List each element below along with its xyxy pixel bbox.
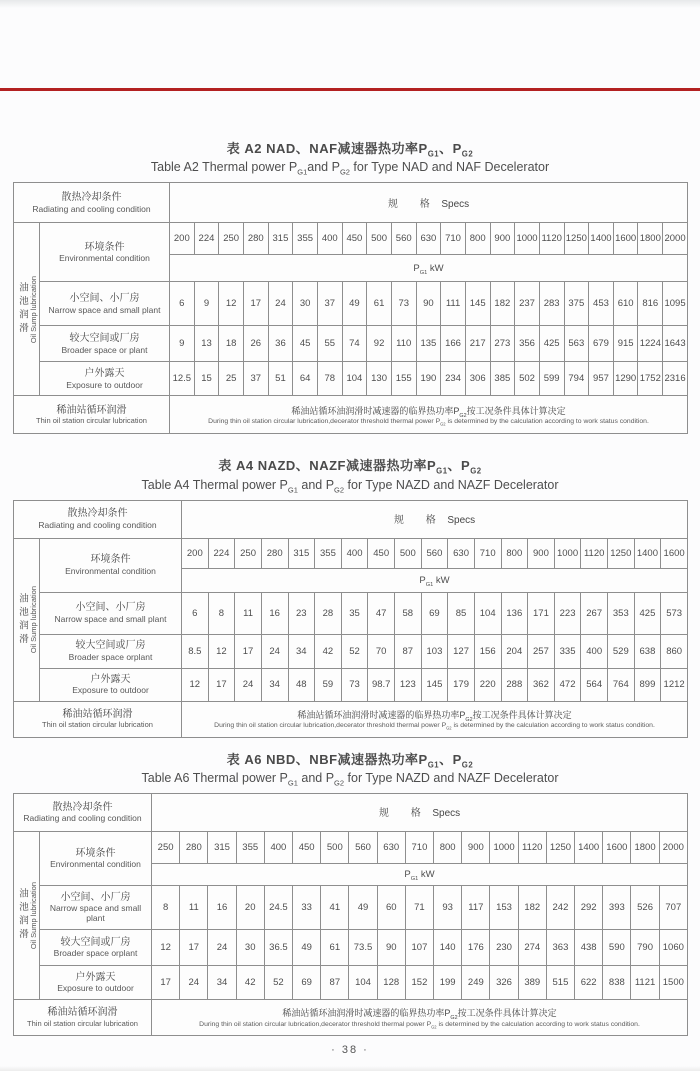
power-value-cell: 385 <box>490 362 515 396</box>
power-value-cell: 353 <box>608 592 635 634</box>
power-value-cell: 104 <box>474 592 501 634</box>
thin-oil-station-label: 稀油站循环润滑 Thin oil station circular lubrication <box>14 396 170 434</box>
power-value-cell: 306 <box>465 362 490 396</box>
power-value-cell: 790 <box>631 929 659 965</box>
spec-size-cell: 1120 <box>539 223 564 255</box>
power-value-cell: 234 <box>441 362 466 396</box>
power-value-cell: 8 <box>152 885 180 929</box>
power-value-cell: 17 <box>180 929 208 965</box>
power-value-cell: 526 <box>631 885 659 929</box>
radiating-cooling-header: 散热冷却条件 Radiating and cooling condition <box>14 793 152 831</box>
power-value-cell: 764 <box>608 668 635 701</box>
power-value-cell: 190 <box>416 362 441 396</box>
spec-size-cell: 1000 <box>515 223 540 255</box>
condition-row-label: 小空间、小厂房 Narrow space and small plant <box>40 592 182 634</box>
power-value-cell: 1121 <box>631 965 659 999</box>
power-value-cell: 17 <box>235 634 262 668</box>
spec-size-cell: 250 <box>235 538 262 568</box>
power-value-cell: 60 <box>377 885 405 929</box>
lubrication-note: 稀油站循环油润滑时减速器的临界热功率$P_{G2}$按工况条件具体计算决定 During thin oil station circular lubrication,decerator threshold thermal power $P_{G2}$ is determined by the calculation according to work status condition. <box>170 396 688 434</box>
spec-size-cell: 355 <box>315 538 342 568</box>
spec-size-cell: 500 <box>321 831 349 863</box>
power-value-cell: 502 <box>515 362 540 396</box>
power-value-cell: 52 <box>341 634 368 668</box>
power-value-cell: 8 <box>208 592 235 634</box>
power-value-cell: 13 <box>194 326 219 362</box>
spec-size-cell: 1400 <box>575 831 603 863</box>
power-value-cell: 16 <box>208 885 236 929</box>
power-value-cell: 2316 <box>663 362 688 396</box>
power-value-cell: 1290 <box>613 362 638 396</box>
power-value-cell: 24 <box>261 634 288 668</box>
power-value-cell: 71 <box>405 885 433 929</box>
power-value-cell: 599 <box>539 362 564 396</box>
spec-size-cell: 1250 <box>564 223 589 255</box>
power-value-cell: 145 <box>465 282 490 326</box>
table-a4-titles <box>0 458 700 492</box>
power-value-cell: 70 <box>368 634 395 668</box>
thin-oil-station-label: 稀油站循环润滑 Thin oil station circular lubrication <box>14 701 182 737</box>
power-value-cell: 55 <box>317 326 342 362</box>
spec-size-cell: 1000 <box>554 538 581 568</box>
power-value-cell: 103 <box>421 634 448 668</box>
power-value-cell: 17 <box>208 668 235 701</box>
power-value-cell: 273 <box>490 326 515 362</box>
spec-size-cell: 400 <box>317 223 342 255</box>
power-value-cell: 326 <box>490 965 518 999</box>
power-value-cell: 472 <box>554 668 581 701</box>
condition-row-label: 户外露天 Exposure to outdoor <box>40 965 152 999</box>
power-value-cell: 98.7 <box>368 668 395 701</box>
power-value-cell: 26 <box>243 326 268 362</box>
power-value-cell: 1643 <box>663 326 688 362</box>
power-value-cell: 24.5 <box>264 885 292 929</box>
spec-size-cell: 250 <box>152 831 180 863</box>
power-value-cell: 73.5 <box>349 929 377 965</box>
table-a4-title-cn: 表 A4 NAZD、NAZF减速器热功率$P_{G1}$、$P_{G2}$ <box>218 458 482 476</box>
power-value-cell: 15 <box>194 362 219 396</box>
condition-row-label: 较大空间或厂房 Broader space orplant <box>40 929 152 965</box>
power-value-cell: 61 <box>321 929 349 965</box>
power-value-cell: 30 <box>236 929 264 965</box>
power-value-cell: 237 <box>515 282 540 326</box>
spec-size-cell: 630 <box>448 538 475 568</box>
power-value-cell: 34 <box>208 965 236 999</box>
power-value-cell: 610 <box>613 282 638 326</box>
table-a2-title-cn: 表 A2 NAD、NAF减速器热功率$P_{G1}$、$P_{G2}$ <box>226 141 474 159</box>
spec-size-cell: 1250 <box>546 831 574 863</box>
pg1-kw-header: $P_{G1}$ kW <box>152 863 688 885</box>
power-value-cell: 24 <box>268 282 293 326</box>
power-value-cell: 90 <box>416 282 441 326</box>
power-value-cell: 16 <box>261 592 288 634</box>
power-value-cell: 899 <box>634 668 661 701</box>
spec-size-cell: 630 <box>416 223 441 255</box>
power-value-cell: 176 <box>462 929 490 965</box>
spec-size-cell: 800 <box>501 538 528 568</box>
power-value-cell: 1212 <box>661 668 688 701</box>
spec-size-cell: 315 <box>208 831 236 863</box>
power-value-cell: 957 <box>589 362 614 396</box>
spec-size-cell: 224 <box>194 223 219 255</box>
power-value-cell: 156 <box>474 634 501 668</box>
power-value-cell: 45 <box>293 326 318 362</box>
power-value-cell: 49 <box>293 929 321 965</box>
power-value-cell: 123 <box>395 668 422 701</box>
oil-sump-label-en: Oil Sump lubrication <box>29 881 38 949</box>
power-value-cell: 64 <box>293 362 318 396</box>
power-value-cell: 111 <box>441 282 466 326</box>
lubrication-note: 稀油站循环油润滑时减速器的临界热功率$P_{G2}$按工况条件具体计算决定 During thin oil station circular lubrication,decerator threshold thermal power $P_{G2}$ is determined by the calculation according to work status condition. <box>152 999 688 1035</box>
power-value-cell: 47 <box>368 592 395 634</box>
power-value-cell: 17 <box>243 282 268 326</box>
specs-header: 规 格 Specs <box>182 500 688 538</box>
spec-size-cell: 450 <box>342 223 367 255</box>
spec-size-cell: 1600 <box>661 538 688 568</box>
power-value-cell: 1500 <box>659 965 687 999</box>
specs-header: 规 格 Specs <box>170 183 688 223</box>
spec-size-cell: 400 <box>264 831 292 863</box>
power-value-cell: 85 <box>448 592 475 634</box>
power-value-cell: 24 <box>235 668 262 701</box>
power-value-cell: 107 <box>405 929 433 965</box>
spec-size-cell: 560 <box>391 223 416 255</box>
specs-header: 规 格 Specs <box>152 793 688 831</box>
spec-size-cell: 900 <box>528 538 555 568</box>
power-value-cell: 356 <box>515 326 540 362</box>
spec-size-cell: 560 <box>421 538 448 568</box>
table-a6-titles <box>0 752 700 786</box>
power-value-cell: 23 <box>288 592 315 634</box>
power-value-cell: 9 <box>194 282 219 326</box>
spec-size-cell: 710 <box>474 538 501 568</box>
power-value-cell: 638 <box>634 634 661 668</box>
power-value-cell: 93 <box>434 885 462 929</box>
oil-sump-label-cn: 油池润滑 <box>17 282 28 337</box>
power-value-cell: 90 <box>377 929 405 965</box>
power-value-cell: 590 <box>603 929 631 965</box>
power-value-cell: 267 <box>581 592 608 634</box>
spec-size-cell: 1800 <box>638 223 663 255</box>
power-value-cell: 453 <box>589 282 614 326</box>
spec-size-cell: 355 <box>293 223 318 255</box>
power-value-cell: 292 <box>575 885 603 929</box>
oil-sump-label-cn: 油池润滑 <box>17 888 28 943</box>
power-value-cell: 33 <box>293 885 321 929</box>
spec-size-cell: 710 <box>405 831 433 863</box>
spec-size-cell: 560 <box>349 831 377 863</box>
power-value-cell: 1060 <box>659 929 687 965</box>
spec-size-cell: 1120 <box>581 538 608 568</box>
power-value-cell: 8.5 <box>182 634 209 668</box>
power-value-cell: 37 <box>317 282 342 326</box>
power-value-cell: 20 <box>236 885 264 929</box>
power-value-cell: 49 <box>349 885 377 929</box>
spec-size-cell: 1000 <box>490 831 518 863</box>
power-value-cell: 18 <box>219 326 244 362</box>
power-value-cell: 127 <box>448 634 475 668</box>
spec-size-cell: 1250 <box>608 538 635 568</box>
thermal-power-table-a2 <box>13 182 688 434</box>
power-value-cell: 563 <box>564 326 589 362</box>
condition-row-label: 较大空间或厂房 Broader space or plant <box>40 326 170 362</box>
thermal-power-table-a6 <box>13 793 688 1036</box>
spec-size-cell: 400 <box>341 538 368 568</box>
power-value-cell: 36 <box>268 326 293 362</box>
power-value-cell: 707 <box>659 885 687 929</box>
table-a6-title-en: Table A6 Thermal power $P_{G1}$ and $P_{G2}$ for Type NAZD and NAZF Decelerator <box>141 770 559 788</box>
power-value-cell: 425 <box>539 326 564 362</box>
power-value-cell: 816 <box>638 282 663 326</box>
power-value-cell: 35 <box>341 592 368 634</box>
environment-condition-header: 环境条件 Environmental condition <box>40 538 182 592</box>
power-value-cell: 24 <box>180 965 208 999</box>
power-value-cell: 30 <box>293 282 318 326</box>
power-value-cell: 515 <box>546 965 574 999</box>
power-value-cell: 155 <box>391 362 416 396</box>
power-value-cell: 529 <box>608 634 635 668</box>
power-value-cell: 12 <box>219 282 244 326</box>
spec-size-cell: 2000 <box>659 831 687 863</box>
spec-size-cell: 280 <box>243 223 268 255</box>
condition-row-label: 小空间、小厂房 Narrow space and small plant <box>40 282 170 326</box>
oil-sump-label-en: Oil Sump lubrication <box>29 275 38 343</box>
power-value-cell: 24 <box>208 929 236 965</box>
power-value-cell: 220 <box>474 668 501 701</box>
power-value-cell: 1095 <box>663 282 688 326</box>
power-value-cell: 61 <box>367 282 392 326</box>
power-value-cell: 59 <box>315 668 342 701</box>
power-value-cell: 335 <box>554 634 581 668</box>
power-value-cell: 74 <box>342 326 367 362</box>
thermal-power-table-a4 <box>13 500 688 738</box>
power-value-cell: 179 <box>448 668 475 701</box>
page-number: · 38 · <box>331 1043 369 1056</box>
power-value-cell: 242 <box>546 885 574 929</box>
power-value-cell: 288 <box>501 668 528 701</box>
spec-size-cell: 280 <box>180 831 208 863</box>
top-red-rule <box>0 88 700 91</box>
spec-size-cell: 315 <box>288 538 315 568</box>
power-value-cell: 92 <box>367 326 392 362</box>
power-value-cell: 34 <box>261 668 288 701</box>
power-value-cell: 362 <box>528 668 555 701</box>
power-value-cell: 11 <box>235 592 262 634</box>
power-value-cell: 393 <box>603 885 631 929</box>
power-value-cell: 36.5 <box>264 929 292 965</box>
radiating-cooling-header: 散热冷却条件 Radiating and cooling condition <box>14 500 182 538</box>
spec-size-cell: 200 <box>170 223 195 255</box>
power-value-cell: 49 <box>342 282 367 326</box>
thin-oil-station-label: 稀油站循环润滑 Thin oil station circular lubrication <box>14 999 152 1035</box>
power-value-cell: 9 <box>170 326 195 362</box>
power-value-cell: 78 <box>317 362 342 396</box>
power-value-cell: 34 <box>288 634 315 668</box>
table-a2-title-en: Table A2 Thermal power $P_{G1}and$ $P_{G2}$ for Type NAD and NAF Decelerator <box>150 160 550 177</box>
table-a6-title-cn: 表 A6 NBD、NBF减速器热功率$P_{G1}$、$P_{G2}$ <box>226 751 474 770</box>
power-value-cell: 438 <box>575 929 603 965</box>
power-value-cell: 51 <box>268 362 293 396</box>
spec-size-cell: 800 <box>465 223 490 255</box>
power-value-cell: 860 <box>661 634 688 668</box>
power-value-cell: 87 <box>321 965 349 999</box>
power-value-cell: 6 <box>170 282 195 326</box>
power-value-cell: 140 <box>434 929 462 965</box>
spec-size-cell: 1120 <box>518 831 546 863</box>
power-value-cell: 28 <box>315 592 342 634</box>
pg1-kw-header: $P_{G1}$ kW <box>182 568 688 592</box>
spec-size-cell: 280 <box>261 538 288 568</box>
power-value-cell: 249 <box>462 965 490 999</box>
power-value-cell: 622 <box>575 965 603 999</box>
spec-size-cell: 800 <box>434 831 462 863</box>
power-value-cell: 12 <box>152 929 180 965</box>
power-value-cell: 12 <box>182 668 209 701</box>
power-value-cell: 230 <box>490 929 518 965</box>
oil-sump-lubrication-label <box>14 538 40 701</box>
power-value-cell: 1752 <box>638 362 663 396</box>
condition-row-label: 较大空间或厂房 Broader space orplant <box>40 634 182 668</box>
pg1-kw-header: $P_{G1}$ kW <box>170 255 688 282</box>
environment-condition-header: 环境条件 Environmental condition <box>40 223 170 282</box>
power-value-cell: 128 <box>377 965 405 999</box>
power-value-cell: 12.5 <box>170 362 195 396</box>
spec-size-cell: 710 <box>441 223 466 255</box>
power-value-cell: 375 <box>564 282 589 326</box>
spec-size-cell: 630 <box>377 831 405 863</box>
power-value-cell: 794 <box>564 362 589 396</box>
condition-row-label: 户外露天 Exposure to outdoor <box>40 668 182 701</box>
spec-size-cell: 900 <box>462 831 490 863</box>
condition-row-label: 户外露天 Exposure to outdoor <box>40 362 170 396</box>
power-value-cell: 153 <box>490 885 518 929</box>
power-value-cell: 389 <box>518 965 546 999</box>
power-value-cell: 564 <box>581 668 608 701</box>
power-value-cell: 217 <box>465 326 490 362</box>
spec-size-cell: 900 <box>490 223 515 255</box>
power-value-cell: 400 <box>581 634 608 668</box>
power-value-cell: 130 <box>367 362 392 396</box>
power-value-cell: 204 <box>501 634 528 668</box>
power-value-cell: 274 <box>518 929 546 965</box>
power-value-cell: 42 <box>236 965 264 999</box>
condition-row-label: 小空间、小厂房 Narrow space and small plant <box>40 885 152 929</box>
table-a2-section <box>0 141 700 434</box>
radiating-cooling-header: 散热冷却条件 Radiating and cooling condition <box>14 183 170 223</box>
power-value-cell: 41 <box>321 885 349 929</box>
power-value-cell: 6 <box>182 592 209 634</box>
power-value-cell: 182 <box>518 885 546 929</box>
power-value-cell: 52 <box>264 965 292 999</box>
power-value-cell: 1224 <box>638 326 663 362</box>
spec-size-cell: 1600 <box>613 223 638 255</box>
power-value-cell: 73 <box>391 282 416 326</box>
spec-size-cell: 200 <box>182 538 209 568</box>
power-value-cell: 11 <box>180 885 208 929</box>
power-value-cell: 25 <box>219 362 244 396</box>
table-a6-section <box>0 752 700 1036</box>
spec-size-cell: 1400 <box>634 538 661 568</box>
power-value-cell: 69 <box>421 592 448 634</box>
environment-condition-header: 环境条件 Environmental condition <box>40 831 152 885</box>
lubrication-note: 稀油站循环油润滑时减速器的临界热功率$P_{G2}$按工况条件具体计算决定 During thin oil station circular lubrication,decerator threshold thermal power $P_{G2}$ is determined by the calculation according to work status condition. <box>182 701 688 737</box>
table-a2-titles <box>0 141 700 175</box>
power-value-cell: 573 <box>661 592 688 634</box>
power-value-cell: 110 <box>391 326 416 362</box>
spec-size-cell: 450 <box>368 538 395 568</box>
spec-size-cell: 1400 <box>589 223 614 255</box>
power-value-cell: 136 <box>501 592 528 634</box>
power-value-cell: 145 <box>421 668 448 701</box>
power-value-cell: 73 <box>341 668 368 701</box>
power-value-cell: 48 <box>288 668 315 701</box>
power-value-cell: 182 <box>490 282 515 326</box>
power-value-cell: 425 <box>634 592 661 634</box>
oil-sump-lubrication-label <box>14 223 40 396</box>
spec-size-cell: 355 <box>236 831 264 863</box>
power-value-cell: 104 <box>349 965 377 999</box>
power-value-cell: 104 <box>342 362 367 396</box>
power-value-cell: 166 <box>441 326 466 362</box>
power-value-cell: 171 <box>528 592 555 634</box>
oil-sump-label-cn: 油池润滑 <box>17 592 28 647</box>
spec-size-cell: 2000 <box>663 223 688 255</box>
power-value-cell: 257 <box>528 634 555 668</box>
power-value-cell: 679 <box>589 326 614 362</box>
spec-size-cell: 500 <box>395 538 422 568</box>
spec-size-cell: 450 <box>293 831 321 863</box>
power-value-cell: 69 <box>293 965 321 999</box>
table-a4-section <box>0 458 700 737</box>
power-value-cell: 12 <box>208 634 235 668</box>
power-value-cell: 283 <box>539 282 564 326</box>
table-a4-title-en: Table A4 Thermal power $P_{G1}$ and $P_{G2}$ for Type NAZD and NAZF Decelerator <box>141 477 559 494</box>
power-value-cell: 838 <box>603 965 631 999</box>
spec-size-cell: 1600 <box>603 831 631 863</box>
power-value-cell: 42 <box>315 634 342 668</box>
power-value-cell: 152 <box>405 965 433 999</box>
power-value-cell: 17 <box>152 965 180 999</box>
spec-size-cell: 224 <box>208 538 235 568</box>
spec-size-cell: 500 <box>367 223 392 255</box>
power-value-cell: 58 <box>395 592 422 634</box>
power-value-cell: 37 <box>243 362 268 396</box>
oil-sump-label-en: Oil Sump lubrication <box>29 585 38 654</box>
spec-size-cell: 250 <box>219 223 244 255</box>
power-value-cell: 117 <box>462 885 490 929</box>
power-value-cell: 135 <box>416 326 441 362</box>
spec-size-cell: 315 <box>268 223 293 255</box>
power-value-cell: 363 <box>546 929 574 965</box>
power-value-cell: 199 <box>434 965 462 999</box>
power-value-cell: 87 <box>395 634 422 668</box>
power-value-cell: 915 <box>613 326 638 362</box>
oil-sump-lubrication-label <box>14 831 40 999</box>
power-value-cell: 223 <box>554 592 581 634</box>
spec-size-cell: 1800 <box>631 831 659 863</box>
